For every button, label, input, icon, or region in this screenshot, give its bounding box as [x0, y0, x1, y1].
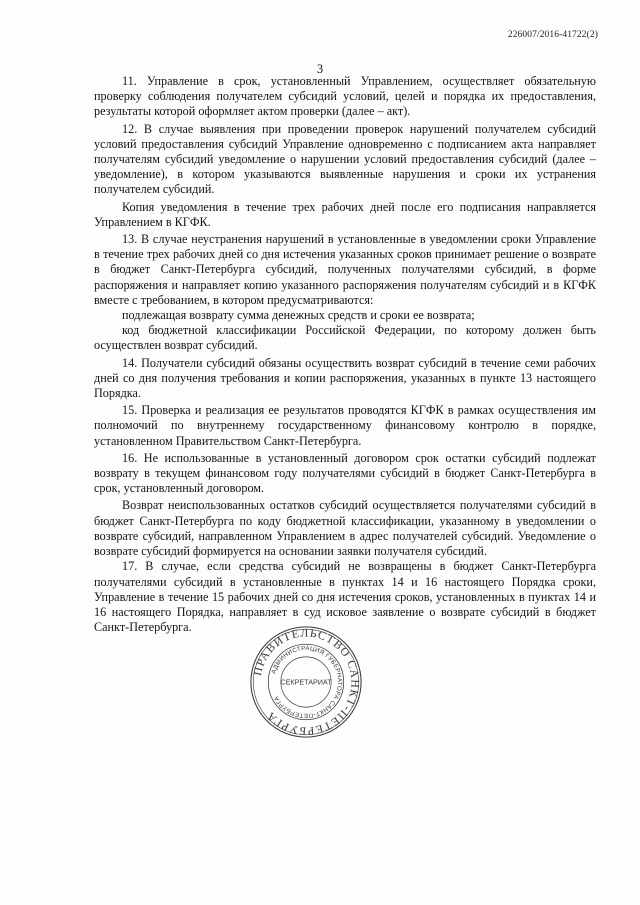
paragraph-12: 12. В случае выявления при проведении проверок нарушений получателем субсидий условий предоставления субсидий Управление одновременно с подписанием акта направляет получателям субсидий уведомление о нарушении условий предоставления субсидий (далее – уведомление), в котором указываются выявленные нарушения и сроки их устранения получателем субсидий.: [94, 121, 596, 197]
seal-outer-text: ПРАВИТЕЛЬСТВО САНКТ-ПЕТЕРБУРГА: [250, 626, 362, 738]
paragraph-15: 15. Проверка и реализация ее результатов проводятся КГФК в рамках осуществления им полномочий по внутреннему государственному финансовому контролю в порядке, установленном Правительством Санкт-Петербурга.: [94, 403, 596, 448]
paragraph-17: 17. В случае, если средства субсидий не возвращены в бюджет Санкт-Петербурга получателями субсидий в установленные в пунктах 14 и 16 настоящего Порядка сроки, Управление в течение 15 рабочих дней со дня истечения сроков, установленных в пунктах 14 и 16 настоящего Порядка, направляет в суд исковое заявление о возврате субсидий в бюджет Санкт-Петербурга.: [94, 559, 596, 635]
paragraph-13-item-code: код бюджетной классификации Российской Федерации, по которому должен быть осуществлен возврат субсидий.: [94, 323, 596, 353]
paragraph-12-copy: Копия уведомления в течение трех рабочих дней после его подписания направляется Управлением в КГФК.: [94, 199, 596, 229]
paragraph-13-item-amount: подлежащая возврату сумма денежных средств и сроки ее возврата;: [122, 308, 475, 323]
seal-stamp-image: [248, 624, 364, 740]
official-seal: [248, 624, 364, 740]
paragraph-14: 14. Получатели субсидий обязаны осуществить возврат субсидий в течение семи рабочих дней со дня получения требования и копии распоряжения, указанных в пункте 13 настоящего Порядка.: [94, 355, 596, 401]
paragraph-13: 13. В случае неустранения нарушений в установленные в уведомлении сроки Управление в течение трех рабочих дней со дня истечения указанных сроков принимает решение о возврате в бюджет Санкт-Петербурга субсидий, полученных получателями субсидий, в форме распоряжения и направляет копию указанного распоряжения получателям субсидий и в КГФК вместе с требованием, в котором предусматриваются:: [94, 232, 596, 307]
paragraph-16: 16. Не использованные в установленный договором срок остатки субсидий подлежат возврату в текущем финансовом году получателями субсидий в бюджет Санкт-Петербурга в срок, установленный договором.: [94, 450, 596, 496]
page-number: 3: [316, 62, 324, 76]
document-number: 226007/2016-41722(2): [507, 30, 598, 40]
seal-inner-text: АДМИНИСТРАЦИЯ ГУБЕРНАТОРА САНКТ-ПЕТЕРБУРГА: [270, 645, 343, 719]
seal-center-text: СЕКРЕТАРИАТ: [280, 678, 332, 687]
paragraph-11: 11. Управление в срок, установленный Управлением, осуществляет обязательную проверку соблюдения получателем субсидий условий, целей и порядка их предоставления, результаты которой оформляет актом проверки (далее – акт).: [94, 74, 596, 119]
document-body: [94, 74, 596, 635]
paragraph-16-return: Возврат неиспользованных остатков субсидий осуществляется получателями субсидий в бюджет Санкт-Петербурга по коду бюджетной классификации, указанному в уведомлении о возврате субсидий, направленном Управлением в адрес получателей субсидий. Уведомление о возврате субсидий формируется на основании заявки получателя субсидий.: [94, 498, 596, 559]
